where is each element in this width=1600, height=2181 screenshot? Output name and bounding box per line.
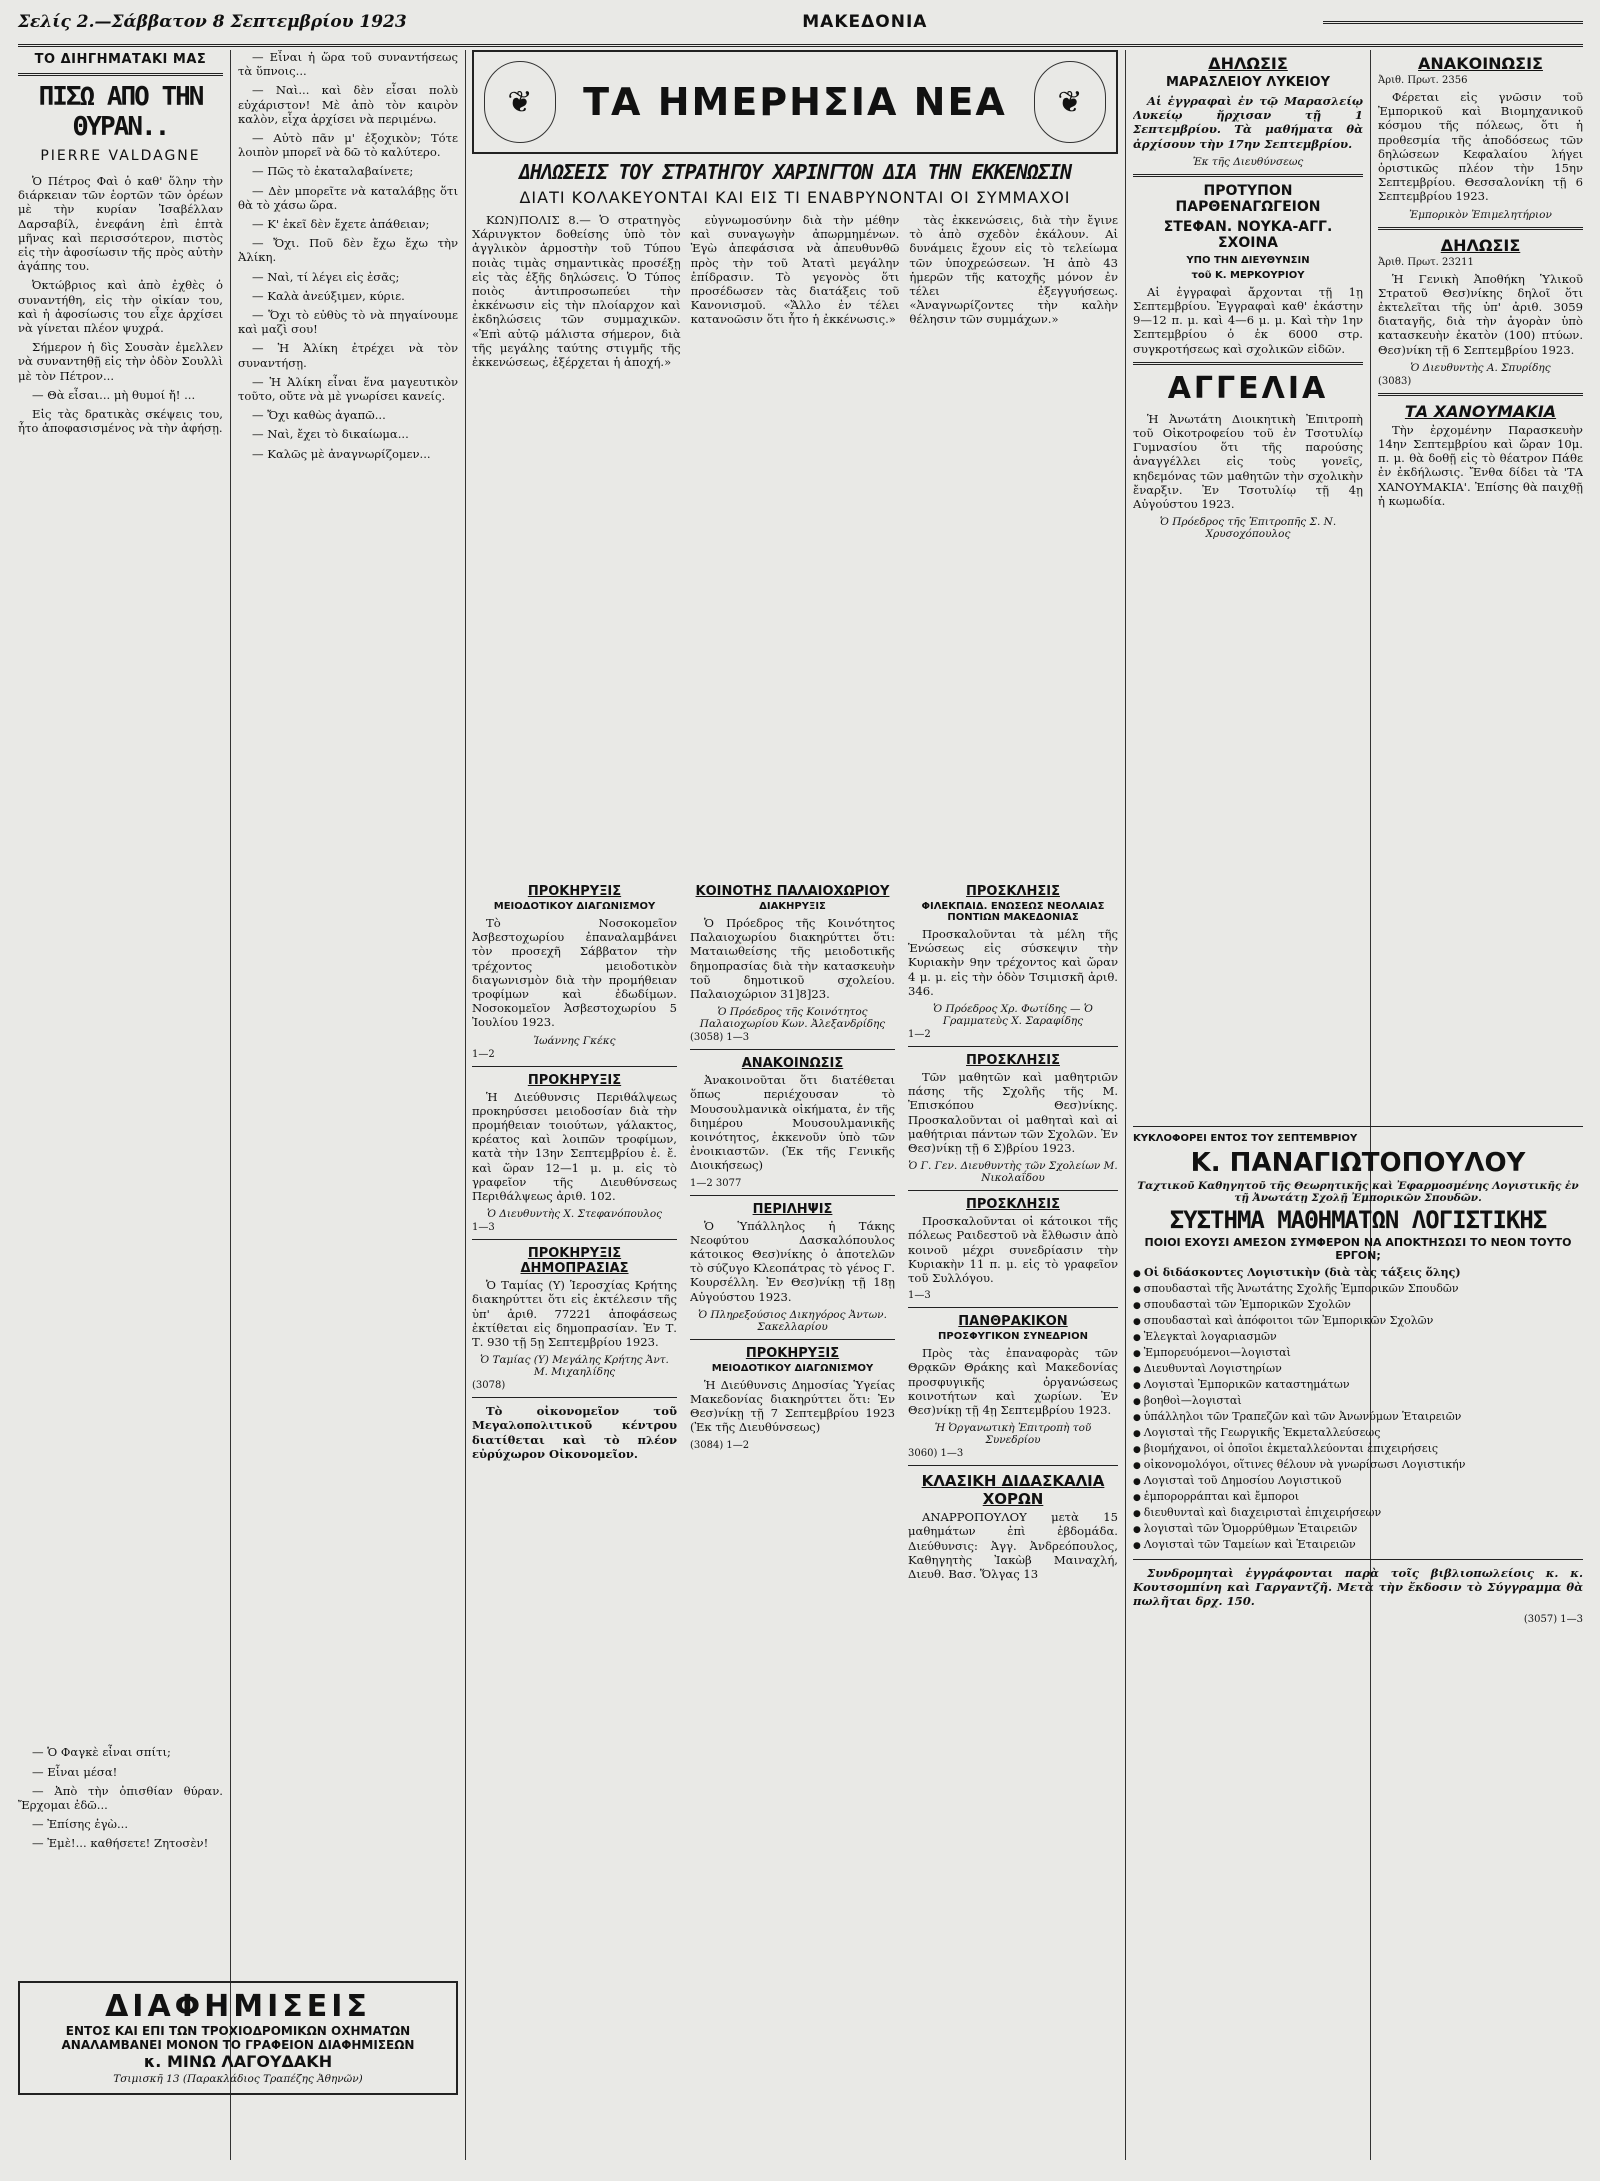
story-dialogue: — Ἀπὸ τὴν ὀπισθίαν θύραν. Ἔρχομαι ἐδῶ... — [18, 1783, 223, 1813]
divider — [472, 1066, 677, 1067]
school-title: ΠΡΟΤΥΠΟΝ ΠΑΡΘΕΝΑΓΩΓΕΙΟΝ — [1175, 182, 1321, 215]
news-body — [472, 213, 1118, 374]
notice-title: ΠΡΟΣΚΛΗΣΙΣ — [966, 1197, 1060, 1213]
masthead-rule — [1323, 21, 1583, 24]
notice-signature: Ὁ Πρόεδρος Χρ. Φωτίδης — Ὁ Γραμματεὺς Χ. Σαραφίδης — [933, 1003, 1093, 1028]
story-paragraph: Σήμερον ἡ δὶς Σουσὰν ἐμελλεν νὰ συναντηθῇ εἰς τὴν ὀδὸν Σουλλὶ μὲ τὸν Πέτρον... — [18, 340, 223, 383]
notice-ref: 1—2 3077 — [690, 1177, 742, 1189]
book-audience-item: ● ἐμπορορράπται καὶ ἔμποροι — [1133, 1490, 1583, 1505]
notice-title: ΑΝΑΚΟΙΝΩΣΙΣ — [1418, 54, 1543, 73]
book-intro: ● Οἱ διδάσκοντες Λογιστικὴν (διὰ τὰς τάξεις ὅλης) — [1133, 1266, 1583, 1281]
notice-text: Ὁ Πρόεδρος τῆς Κοινότητος Παλαιοχωρίου διακηρύττει ὅτι: Ματαιωθείσης τῆς μειοδοτικῆς δημοπρασίας διὰ τὴν κατασκευὴν τοῦ δημοτικοῦ σχολείου. Παλαιοχώριον 31]8]23. — [690, 916, 895, 1002]
notice-signature: Ὁ Διευθυντὴς Α. Σπυρίδης — [1410, 361, 1551, 374]
masthead — [18, 0, 1583, 47]
news-paragraph: τὰς ἐκκενώσεις, διὰ τὴν ἔγινε τὸ ἀπὸ σχεδὸν ἐκάλουν. Αἱ δυνάμεις ἔχουν εἰς τὸ τελείωμα τῶν ὑποχρεώσεων. Ἡ ἀπὸ 43 ἡμερῶν τῆς κατοχῆς μόνον ἐν τέλει ἐξεγγυήσεως. «Ἀναγνωρίζοντες τὴν καλὴν θέλησιν τῶν συμμάχων.» — [909, 213, 1118, 327]
notice-ref: Ἀριθ. Πρωτ. 23211 — [1378, 256, 1474, 268]
story-paragraph: — Ἡ Ἀλίκη εἶναι ἕνα μαγευτικὸν τοῦτο, οὔτε νὰ μὲ γνωρίσει κανείς. — [238, 374, 458, 404]
notice-title: ΔΗΛΩΣΙΣ — [1208, 54, 1288, 73]
notice-title: ΠΡΟΣΚΛΗΣΙΣ — [966, 1053, 1060, 1069]
notice-ref: 1—3 — [472, 1222, 495, 1234]
notice-ref: 1—3 — [908, 1290, 931, 1302]
story-author: PIERRE VALDAGNE — [40, 148, 201, 164]
notice-ref: 1—2 — [908, 1029, 931, 1041]
book-audience-item: ● Ἐλεγκταὶ λογαριασμῶν — [1133, 1330, 1583, 1345]
notice-signature: Ὁ Διευθυντὴς Χ. Στεφανόπουλος — [486, 1208, 663, 1221]
announcements-column — [1133, 50, 1363, 1110]
story-paragraph: — Αὐτὸ πᾶν μ' ἐξοχικὸν; Τότε λοιπὸν μπορεῖ νὰ δῶ τὸ καλύτερο. — [238, 131, 458, 160]
news-paragraph: εὐγνωμοσύνην διὰ τὴν μέθην καὶ συναγωγὴν ἀπωρμημένων. Ἐγὼ ἀπεφάσισα νὰ ἀπευθυνθῶ πρὸς τὴν τοῦ Ἀτατὶ μεγάλην ἐπίδρασιν. Τὸ γεγονὸς ὅτι προσέδωσεν τὰς διατάξεις τοῦ Κανονισμοῦ. «Ἄλλο ἐν τέλει κατανοῶσιν ὅτι ἦτο ἡ ἐκκένωσις.» — [690, 213, 900, 327]
notice-ref: 3060) 1—3 — [908, 1448, 964, 1460]
notice-subtitle: ΠΡΟΣΦΥΓΙΚΟΝ ΣΥΝΕΔΡΙΟΝ — [938, 1331, 1088, 1343]
divider — [908, 1465, 1118, 1466]
story-dialogue: — Ἐπίσης ἐγὼ... — [32, 1817, 129, 1832]
notice-text: Προσκαλοῦνται τὰ μέλη τῆς Ἑνώσεως εἰς σύσκεψιν τὴν Κυριακὴν 9ην τρέχοντος καὶ ὥραν 4 μ. μ. εἰς τὴν ὁδὸν Τσιμισκῆ ἀριθ. 346. — [908, 927, 1118, 998]
notice-ref: 1—2 — [472, 1048, 495, 1060]
notice-text: Ἡ Διεύθυνσις Δημοσίας Ὑγείας Μακεδονίας διακηρύττει ὅτι: Ἐν Θεσ)νίκῃ τῇ 7 Σεπτεμβρίου 1923 (Ἐκ τῆς Διευθύνσεως) — [690, 1377, 895, 1435]
divider — [690, 1339, 895, 1340]
book-audience-item: ● οἰκονομολόγοι, οἵτινες θέλουν νὰ γνωρίσωσι Λογιστικήν — [1133, 1458, 1583, 1473]
story-paragraph: — Ναὶ, τί λέγει εἰς ἐσᾶς; — [252, 269, 400, 284]
story-paragraph: — Ἡ Ἀλίκη ἐτρέχει νὰ τὸν συναντήσῃ. — [238, 341, 458, 370]
story-paragraph: — Ὅχι τὸ εὐθὺς τὸ νὰ πηγαίνουμε καὶ μαζὶ σου! — [238, 308, 458, 337]
notice-text: Ἡ Γενικὴ Ἀποθήκη Ὑλικοῦ Στρατοῦ Θεσ)νίκης δηλοῖ ὅτι ἐκτελεῖται τῆς ὑπ' ἀριθ. 3059 διαταγῆς, διὰ τὴν ἀγορὰν ὑπὸ κατασκευὴν ἑκατὸν (100) πτύων. Θεσ)νίκη τῇ 6 Σεπτεμβρίου 1923. — [1378, 271, 1583, 357]
notice-text: Αἱ ἐγγραφαὶ ἐν τῷ Μαρασλείῳ Λυκείῳ ἤρχισαν τῇ 1 Σεπτεμβρίου. Τὰ μαθήματα θὰ ἀρχίσουν τὴν 17ην Σεπτεμβρίου. — [1133, 94, 1363, 151]
notice-signature: Ἐμπορικὸν Ἐπιμελητήριον — [1409, 208, 1552, 221]
notice-title: ΠΑΝΘΡΑΚΙΚΟΝ — [958, 1314, 1068, 1330]
book-audience-item: ● Διευθυνταὶ Λογιστηρίων — [1133, 1362, 1583, 1377]
ad-line: ΕΝΤΟΣ ΚΑΙ ΕΠΙ ΤΩΝ ΤΡΟΧΙΟΔΡΟΜΙΚΩΝ ΟΧΗΜΑΤΩΝ — [65, 2024, 411, 2038]
notice-footer: Τὸ οἰκονομεῖον τοῦ Μεγαλοπολιτικοῦ κέντρου διατίθεται καὶ τὸ πλέον εὐρύχωρον Οἰκονομεῖον. — [472, 1404, 677, 1461]
notice-title: ΔΗΛΩΣΙΣ — [1440, 235, 1521, 255]
ad-title: ΔΙΑΦΗΜΙΣΕΙΣ — [105, 1989, 371, 2024]
divider — [908, 1046, 1118, 1047]
notice-text: Πρὸς τὰς ἐπαναφορὰς τῶν Θρᾳκῶν Θράκης καὶ Μακεδονίας προσφυγικῆς ὀργανώσεως κοινοτήτων καὶ χωρίων. Ἐν Θεσ)νίκῃ τῇ 4ῃ Σεπτεμβρίου 1923. — [908, 1346, 1118, 1418]
notice-signature: Ὁ Ταμίας (Υ) Μεγάλης Κρήτης Ἀντ. Μ. Μιχαηλίδης — [480, 1354, 669, 1379]
notice-title: ΤΑ ΧΑΝΟΥΜΑΚΙΑ — [1404, 401, 1557, 421]
news-paragraph: ΚΩΝ)ΠΟΛΙΣ 8.— Ὁ στρατηγὸς Χάρινγκτον δοθείσης ὑπὸ τὸν ἀγγλικὸν ἀρμοστὴν τοῦ Τύπου ποιὰς τιμὰς σημαντικὰς προσέξῃ εἰς τὰς ἑξῆς δηλώσεις. Ὁ Τύπος ποιὸς ἀντιπροσωπεύει τὴν ἐκκένωσιν εἰς τὴν πλοίαρχον καὶ ἐκδηλώσεις τῶν συμμαχικῶν. «Ἐπὶ αὐτῷ μάλιστα σήμερον, διὰ τῆς μεγάλης ταύτης στιγμῆς τῆς ἐκκενώσεως, ἐξέρχεται ἡ ἀποχή.» — [472, 213, 681, 370]
notice-ref: (3058) 1—3 — [690, 1032, 750, 1044]
news-headline: ΔΗΛΩΣΕΙΣ ΤΟΥ ΣΤΡΑΤΗΓΟΥ ΧΑΡΙΝΓΤΟΝ ΔΙΑ ΤΗΝ ΕΚΚΕΝΩΣΙΝ — [518, 160, 1072, 184]
masthead-title: ΜΑΚΕΔΟΝΙΑ — [802, 12, 928, 32]
story-paragraph: — Καλὰ ἀνεύξιμεν, κύριε. — [252, 288, 405, 303]
announcements-column-right — [1378, 50, 1583, 1110]
notice-ref: (3084) 1—2 — [690, 1439, 750, 1451]
story-column — [18, 50, 223, 2170]
story-paragraph: — Ὄχι καθὼς ἀγαπῶ... — [252, 408, 386, 423]
emblem-icon: ❦ — [1034, 61, 1106, 143]
notice-text: Ὁ Ὑπάλληλος ἡ Τάκης Νεοφύτου Δασκαλόπουλος κάτοικος Θεσ)νίκης ὁ ἀποτελῶν τὸ σύζυγο Κλεοπάτρας τὸ γένος Γ. Κουρσέλλη. Ἐν Θεσ)νίκῃ τῇ 18ῃ Αὐγούστου 1923. — [690, 1218, 895, 1304]
story-paragraph: — Δὲν μπορεῖτε νὰ καταλάβῃς ὅτι θὰ τὸ χάσω ὥρα. — [238, 183, 458, 212]
notice-signature: Ὁ Γ. Γεν. Διευθυντὴς τῶν Σχολείων Μ. Νικολαΐδου — [908, 1160, 1118, 1185]
notice-title: ΚΛΑΣΙΚΗ ΔΙΔΑΣΚΑΛΙΑ ΧΟΡΩΝ — [921, 1472, 1105, 1509]
notice-text: Αἱ ἐγγραφαὶ ἄρχονται τῇ 1ῃ Σεπτεμβρίου. Ἐγγραφαὶ καθ' ἑκάστην 9—12 π. μ. καὶ 4—6 μ. μ. Καὶ τὴν 1ην Σεπτεμβρίου ὁ ἐκ 6000 στρ. συγκροτήσεως καὶ σχολικῶν εἰδῶν. — [1133, 284, 1363, 356]
story-dialogue: — Ὁ Φαγκὲ εἶναι σπίτι; — [32, 1745, 171, 1760]
story-title: ΠΙΣΩ ΑΠΟ ΤΗΝ ΘΥΡΑΝ.. — [38, 82, 203, 142]
book-footer: Συνδρομηταὶ ἐγγράφονται παρὰ τοῖς βιβλιοπωλείοις κ. κ. Κουτσομπίνη καὶ Γαργαντζῆ. Μετὰ τὴν ἔκδοσιν τὸ Σύγγραμμα θὰ πωλῆται δρχ. 150. — [1133, 1566, 1583, 1609]
book-audience-item: ● σπουδασταὶ τῶν Ἐμπορικῶν Σχολῶν — [1133, 1298, 1583, 1313]
divider — [908, 1190, 1118, 1191]
divider — [908, 1307, 1118, 1308]
book-audience-item: ● Ἐμπορευόμενοι—λογισταὶ — [1133, 1346, 1583, 1361]
ad-name: κ. ΜΙΝΩ ΛΑΓΟΥΔΑΚΗ — [143, 2052, 333, 2071]
notice-subtitle: ΦΙΛΕΚΠΑΙΔ. ΕΝΩΣΕΩΣ ΝΕΟΛΑΙΑΣ ΠΟΝΤΙΩΝ ΜΑΚΕΔΟΝΙΑΣ — [921, 901, 1105, 923]
notice-text: Τῶν μαθητῶν καὶ μαθητριῶν πάσης τῆς Σχολῆς τῆς Μ. Ἐπισκόπου Θεσ)νίκης. Προσκαλοῦνται οἱ μαθηταὶ καὶ αἱ μαθήτριαι πάντων τῶν Σχολῶν. Ἐν Θεσ)νίκῃ τῇ 6 Σ)βρίου 1923. — [908, 1070, 1118, 1156]
notice-signature: Ἡ Ὀργανωτικὴ Ἐπιτροπὴ τοῦ Συνεδρίου — [934, 1422, 1092, 1447]
notice-signature: Ἰωάννης Γκέκς — [533, 1034, 616, 1047]
school-subtitle: ΣΤΕΦΑΝ. ΝΟΥΚΑ-ΑΓΓ. ΣΧΟΙΝΑ — [1163, 218, 1333, 251]
story-paragraph: Ὀκτώβριος καὶ ἀπὸ ἐχθὲς ὁ συναντήθη, εἰς τὴν οἰκίαν του, καὶ ἡ ἀφοσίωσις του εἶχε ἀρχίσει νὰ γίνεται πλέον ψυχρά. — [18, 278, 223, 336]
story-filler — [18, 440, 223, 1740]
news-subhead: ΔΙΑΤΙ ΚΟΛΑΚΕΥΟΝΤΑΙ ΚΑΙ ΕΙΣ ΤΙ ΕΝΑΒΡΥΝΟΝΤΑΙ ΟΙ ΣΥΜΜΑΧΟΙ — [519, 188, 1071, 207]
notice-subtitle: ΜΑΡΑΣΛΕΙΟΥ ΛΥΚΕΙΟΥ — [1166, 75, 1330, 90]
notice-title: ΑΝΑΚΟΙΝΩΣΙΣ — [741, 1056, 844, 1072]
divider — [690, 1049, 895, 1050]
notice-ref: (3057) 1—3 — [1523, 1613, 1583, 1625]
divider — [1133, 362, 1363, 365]
ad-box — [18, 1981, 458, 2095]
notice-text: Τὸ Νοσοκομεῖον Ἀσβεστοχωρίου ἐπαναλαμβάνει τὸν προσεχῆ Σάββατον τὴν τρέχοντος μειοδοτικὸν διαγωνισμὸν διὰ τὴν προμήθειαν τροφίμων καὶ ἐδωδίμων. Νοσοκομεῖον Ἀσβεστοχωρίου 5 Ἰουλίου 1923. — [472, 916, 677, 1030]
story-paragraph: — Ναὶ, ἔχει τὸ δικαίωμα... — [252, 427, 409, 442]
book-audience-item: ● σπουδασταὶ καὶ ἀπόφοιτοι τῶν Ἐμπορικῶν Σχολῶν — [1133, 1314, 1583, 1329]
divider — [472, 1397, 677, 1398]
divider — [1378, 393, 1583, 396]
book-question: ΠΟΙΟΙ ΕΧΟΥΣΙ ΑΜΕΣΟΝ ΣΥΜΦΕΡΟΝ ΝΑ ΑΠΟΚΤΗΣΩΣΙ ΤΟ ΝΕΟΝ ΤΟΥΤΟ ΕΡΓΟΝ; — [1144, 1236, 1572, 1262]
notice-signature: Ὁ Πληρεξούσιος Δικηγόρος Ἀντων. Σακελλαρίου — [698, 1308, 887, 1333]
book-audience-list — [1133, 1282, 1583, 1553]
story-dialogue: — Εἶναι μέσα! — [32, 1764, 118, 1779]
notice-title: ΠΡΟΣΚΛΗΣΙΣ — [966, 884, 1060, 899]
book-title: ΣΥΣΤΗΜΑ ΜΑΘΗΜΑΤΩΝ ΛΟΓΙΣΤΙΚΗΣ — [1169, 1206, 1547, 1234]
book-audience-item: ● Λογισταὶ τῆς Γεωργικῆς Ἐκμεταλλεύσεως — [1133, 1426, 1583, 1441]
column-divider — [1125, 50, 1126, 2160]
book-advert — [1133, 1120, 1583, 2160]
story-paragraph: — Καλῶς μὲ ἀναγνωρίζομεν... — [252, 446, 431, 461]
divider — [472, 1239, 677, 1240]
notice-signature: Ἐκ τῆς Διευθύνσεως — [1192, 155, 1304, 168]
notices-column-2 — [690, 880, 895, 2160]
story-paragraph: — Ναὶ... καὶ δὲν εἶσαι πολὺ εὐχάριστον! Μὲ ἀπὸ τὸν καιρὸν καλὸν, εἶχα ἀρχίσει νὰ περιμένω. — [238, 83, 458, 126]
story-paragraph: — Πῶς τὸ ἐκαταλαβαίνετε; — [252, 164, 414, 179]
story-dialogue: — Ἐμὲ!... καθήσετε! Ζητοσὲν! — [32, 1836, 209, 1851]
notice-title: ΠΡΟΚΗΡΥΞΙΣ — [745, 1345, 840, 1361]
book-audience-item: ● λογισταὶ τῶν Ὁμορρύθμων Ἑταιρειῶν — [1133, 1522, 1583, 1537]
notice-signature: Ὁ Πρόεδρος τῆς Κοινότητος Παλαιοχωρίου Κων. Ἀλεξανδρίδης — [699, 1006, 886, 1031]
story-paragraph: — Ὄχι. Ποῦ δὲν ἔχω ἔχω τὴν Ἀλίκη. — [238, 236, 458, 265]
notice-text: Ὁ Ταμίας (Υ) Ἱεροσχίας Κρήτης διακηρύττει ὅτι εἰς ἐκτέλεσιν τῆς ὑπ' ἀριθ. 77221 ἀποφάσεως ἐκτίθεται εἰς δημοπρασίαν. Ἐν Τ. Τ. 930 τῇ 5ῃ Σεπτεμβρίου 1923. — [472, 1278, 677, 1350]
notice-subtitle: ΔΙΑΚΗΡΥΞΙΣ — [759, 901, 826, 912]
notice-text: Φέρεται εἰς γνῶσιν τοῦ Ἐμπορικοῦ καὶ Βιομηχανικοῦ κόσμου τῆς πόλεως, ὅτι ἡ προθεσμία τῆς ἀποδόσεως τῶν δηλώσεων Κεφαλαίου λήγει ὁριστικῶς πλέον τὴν 15ην Σεπτεμβρίου. Θεσσαλονίκη τῇ 6 Σεπτεμβρίου 1923. — [1378, 90, 1583, 204]
divider — [1378, 227, 1583, 230]
book-audience-item: ● βιομήχανοι, οἱ ὁποῖοι ἐκμεταλλεύονται ἐπιχειρήσεις — [1133, 1442, 1583, 1457]
masthead-date: Σελίς 2.—Σάββατον 8 Σεπτεμβρίου 1923 — [18, 12, 407, 32]
story-paragraph: Ὁ Πέτρος Φαὶ ὁ καθ' ὅλην τὴν διάρκειαν τῶν ἑορτῶν τῶν ὁρέων μὲ τὴν κυρίαν Ἰσαβέλλαν Δαρσαβίλ, ἐνεφάνη ἐπὶ ἑπτὰ μῆνας καὶ περισσότερον, πιστὸς εἰς τὴν ἀφοσίωσιν τῆς πρὸς αὐτὴν ἀγάπης του. — [18, 174, 223, 274]
story-paragraph: Εἰς τὰς δρατικὰς σκέψεις του, ἦτο ἀποφασισμένος νὰ τὴν ἀφήσῃ. — [18, 407, 223, 436]
column-divider — [465, 50, 466, 2160]
notice-title: ΠΕΡΙΛΗΨΙΣ — [752, 1201, 833, 1217]
notice-text: Προσκαλοῦνται οἱ κάτοικοι τῆς πόλεως Ραιδεστοῦ νὰ ἔλθωσιν ἀπὸ κοινοῦ μέχρι συνεδρίασιν τὴν Κυριακὴν 11 π. μ. εἰς τὸ γραφεῖον τοῦ Συλλόγου. — [908, 1214, 1118, 1286]
story-paragraph: — Θὰ εἶσαι... μὴ θυμοί ἤ! ... — [32, 387, 196, 402]
ad-address: Τσιμισκῆ 13 (Παρακλάδιος Τραπέζης Ἀθηνῶν) — [113, 2073, 363, 2085]
notice-signature: Ὁ Πρόεδρος τῆς Ἐπιτροπῆς Σ. Ν. Χρυσοχόπουλος — [1159, 516, 1337, 541]
emblem-icon: ❦ — [484, 61, 556, 143]
book-author-sub: Ταχτικοῦ Καθηγητοῦ τῆς Θεωρητικῆς καὶ Ἐφαρμοσμένης Λογιστικῆς ἐν τῇ Ἀνωτάτῃ Σχολῇ Ἐμπορικῶν Σπουδῶν. — [1137, 1180, 1579, 1204]
book-author: Κ. ΠΑΝΑΓΙΩΤΟΠΟΥΛΟΥ — [1190, 1148, 1526, 1178]
aggelia-title: ΑΓΓΕΛΙΑ — [1167, 370, 1329, 406]
news-title: ΤΑ ΗΜΕΡΗΣΙΑ ΝΕΑ — [583, 80, 1007, 124]
divider — [1133, 1559, 1583, 1560]
notice-text: Ἡ Ἀνωτάτη Διοικητικὴ Ἐπιτροπὴ τοῦ Οἰκοτροφείου τοῦ ἐν Τσοτυλίῳ Γυμνασίου ὅτι τῆς παρούσης ἀναγγέλλει εἰς τοὺς γονεῖς, κηδεμόνας τῶν μαθητῶν τὴν σχολικὴν ἔναρξιν. Ἐν Τσοτυλίῳ τῇ 4ῃ Αὐγούστου 1923. — [1133, 411, 1363, 512]
notice-ref: Ἀριθ. Πρωτ. 2356 — [1378, 75, 1468, 86]
column-divider — [230, 50, 231, 2160]
book-audience-item: ● βοηθοὶ—λογισταὶ — [1133, 1394, 1583, 1409]
notice-title: ΠΡΟΚΗΡΥΞΙΣ ΔΗΜΟΠΡΑΣΙΑΣ — [520, 1246, 629, 1277]
book-release: ΚΥΚΛΟΦΟΡΕΙ ΕΝΤΟΣ ΤΟΥ ΣΕΠΤΕΜΒΡΙΟΥ — [1133, 1133, 1358, 1144]
notice-subtitle: ΜΕΙΟΔΟΤΙΚΟΥ ΔΙΑΓΩΝΙΣΜΟΥ — [493, 901, 656, 912]
divider — [1133, 1126, 1583, 1127]
notice-text: Ἀνακοινοῦται ὅτι διατέθεται ὅπως περιέχουσαν τὸ Μουσουλμανικὰ οἰκήματα, ἐν τῆς διημέρου Μουσουλμανικῆς κοινότητος, ἐκκενοῦν ὑπὸ τῶν ἐνοικιαστῶν. (Ἐκ τῆς Γενικῆς Διοικήσεως) — [690, 1073, 895, 1173]
divider — [690, 1195, 895, 1196]
divider — [18, 73, 223, 76]
notice-title: ΠΡΟΚΗΡΥΞΙΣ — [527, 884, 622, 899]
news-section — [472, 50, 1118, 880]
story-continued-column — [238, 50, 458, 1830]
book-audience-item: ● Λογισταὶ τῶν Ταμείων καὶ Ἑταιρειῶν — [1133, 1538, 1583, 1553]
book-audience-item: ● ὑπάλληλοι τῶν Τραπεζῶν καὶ τῶν Ἀνωνύμων Ἑταιρειῶν — [1133, 1410, 1583, 1425]
notices-column-3 — [908, 880, 1118, 2160]
notices-column-1 — [472, 880, 677, 2160]
notice-subtitle: ΜΕΙΟΔΟΤΙΚΟΥ ΔΙΑΓΩΝΙΣΜΟΥ — [711, 1362, 874, 1374]
advertising-banner — [18, 1975, 458, 2101]
notice-text: Ἡ Διεύθυνσις Περιθάλψεως προκηρύσσει μειοδοσίαν διὰ τὴν προμήθειαν τοιούτων, γάλακτος, κρέατος καὶ λοιπῶν τροφίμων, κατὰ τὴν 13ην Σεπτεμβρίου ἐ. ἔ. καὶ ὥραν 12—1 μ. μ. εἰς τὸ γραφεῖον τῆς Διευθύνσεως Περιθάλψεως ἀριθ. 102. — [472, 1089, 677, 1204]
school-director: τοῦ Κ. ΜΕΡΚΟΥΡΙΟΥ — [1191, 269, 1305, 281]
school-subtitle: ΥΠΟ ΤΗΝ ΔΙΕΥΘΥΝΣΙΝ — [1186, 254, 1310, 266]
ad-line: ΑΝΑΛΑΜΒΑΝΕΙ ΜΟΝΟΝ ΤΟ ΓΡΑΦΕΙΟΝ ΔΙΑΦΗΜΙΣΕΩΝ — [61, 2038, 415, 2052]
news-header — [472, 50, 1118, 154]
story-series: ΤΟ ΔΙΗΓΗΜΑΤΑΚΙ ΜΑΣ — [34, 52, 207, 67]
book-audience-item: ● Λογισταὶ τοῦ Δημοσίου Λογιστικοῦ — [1133, 1474, 1583, 1489]
book-audience-item: ● Λογισταὶ Ἐμπορικῶν καταστημάτων — [1133, 1378, 1583, 1393]
book-audience-item: ● σπουδασταὶ τῆς Ἀνωτάτης Σχολῆς Ἐμπορικῶν Σπουδῶν — [1133, 1282, 1583, 1297]
notice-ref: (3078) — [472, 1380, 506, 1392]
notice-ref: (3083) — [1378, 375, 1412, 387]
story-paragraph: — Εἶναι ἡ ὥρα τοῦ συναντήσεως τὰ ὕπνοις... — [238, 50, 458, 79]
book-audience-item: ● διευθυνταὶ καὶ διαχειρισταὶ ἐπιχειρήσεων — [1133, 1506, 1583, 1521]
divider — [1133, 174, 1363, 177]
notice-title: ΚΟΙΝΟΤΗΣ ΠΑΛΑΙΟΧΩΡΙΟΥ — [695, 884, 890, 899]
notice-text: ΑΝΑΡΡΟΠΟΥΛΟΥ μετὰ 15 μαθημάτων ἐπὶ ἑβδομάδα. Διεύθυνσις: Ἀγγ. Ἀνδρεόπουλος, Καθηγητὴς Ἰακὼβ Μαιναχλή, Διευθ. Βασ. Ὅλγας 13 — [908, 1510, 1118, 1582]
notice-title: ΠΡΟΚΗΡΥΞΙΣ — [527, 1072, 622, 1088]
story-paragraph: — Κ' ἐκεῖ δὲν ἔχετε ἀπάθειαν; — [252, 217, 430, 232]
notice-text: Τὴν ἐρχομένην Παρασκευὴν 14ην Σεπτεμβρίου καὶ ὥραν 10μ. π. μ. θὰ δοθῇ εἰς τὸ θέατρον Πάθε ἐν ἐκδήλωσις. Ἔνθα δίδει τὰ 'ΤΑ ΧΑΝΟΥΜΑΚΙΑ'. Ἐπίσης θὰ παιχθῇ ἡ κωμωδία. — [1378, 422, 1583, 508]
